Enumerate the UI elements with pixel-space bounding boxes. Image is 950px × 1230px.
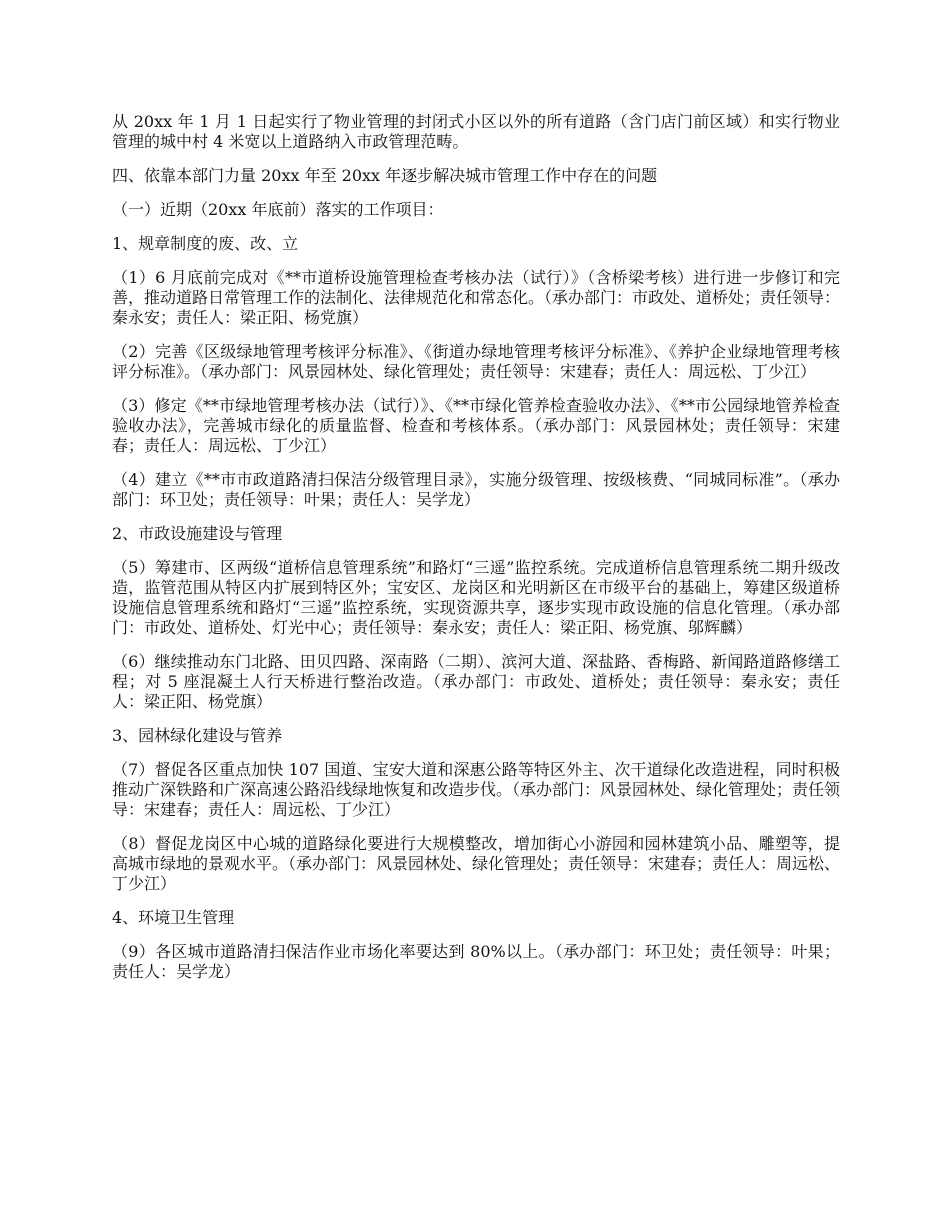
item-heading-municipal-facilities: 2、市政设施建设与管理 bbox=[112, 524, 283, 543]
paragraph-item-8: （8）督促龙岗区中心城的道路绿化要进行大规模整改，增加街心小游园和园林建筑小品、雕塑等，提高城市绿地的景观水平。（承办部门：风景园林处、绿化管理处；责任领导：宋建春；责任人：周远松、丁少江） bbox=[112, 834, 841, 893]
item-heading-landscaping: 3、园林绿化建设与管养 bbox=[112, 726, 283, 745]
subsection-heading-near-term: （一）近期（20xx 年底前）落实的工作项目： bbox=[112, 200, 444, 219]
paragraph-item-3: （3）修定《**市绿地管理考核办法（试行）》、《**市绿化管养检查验收办法》、《**市公园绿地管养检查验收办法》，完善城市绿化的质量监督、检查和考核体系。（承办部门：风景园林处；责任领导：宋建春；责任人：周远松、丁少江） bbox=[112, 396, 840, 455]
paragraph-item-7: （7）督促各区重点加快 107 国道、宝安大道和深惠公路等特区外主、次干道绿化改造进程，同时积极推动广深铁路和广深高速公路沿线绿地恢复和改造步伐。（承办部门：风景园林处、绿化管理处；责任领导：宋建春；责任人：周远松、丁少江） bbox=[112, 760, 841, 819]
paragraph-item-4: （4）建立《**市市政道路清扫保洁分级管理目录》，实施分级管理、按级核费、“同城同标准”。（承办部门：环卫处；责任领导：叶果；责任人：吴学龙） bbox=[112, 470, 840, 509]
item-heading-sanitation: 4、环境卫生管理 bbox=[112, 908, 235, 927]
document-body bbox=[112, 112, 840, 996]
section-heading-four: 四、依靠本部门力量 20xx 年至 20xx 年逐步解决城市管理工作中存在的问题 bbox=[112, 166, 658, 185]
paragraph-item-5: （5）筹建市、区两级“道桥信息管理系统”和路灯“三遥”监控系统。完成道桥信息管理系统二期升级改造，监管范围从特区内扩展到特区外；宝安区、龙岗区和光明新区在市级平台的基础上，筹建区级道桥设施信息管理系统和路灯“三遥”监控系统，实现资源共享，逐步实现市政设施的信息化管理。（承办部门：市政处、道桥处、灯光中心；责任领导：秦永安；责任人：梁正阳、杨党旗、邬辉麟） bbox=[112, 558, 840, 637]
paragraph-item-6: （6）继续推动东门北路、田贝四路、深南路（二期）、滨河大道、深盐路、香梅路、新闻路道路修缮工程；对 5 座混凝土人行天桥进行整治改造。（承办部门：市政处、道桥处；责任领导：秦永安；责任人：梁正阳、杨党旗） bbox=[112, 652, 840, 711]
paragraph-item-1: （1）6 月底前完成对《**市道桥设施管理检查考核办法（试行）》（含桥梁考核）进行进一步修订和完善，推动道路日常管理工作的法制化、法律规范化和常态化。（承办部门：市政处、道桥处；责任领导：秦永安；责任人：梁正阳、杨党旗） bbox=[112, 268, 841, 327]
paragraph-item-9: （9）各区城市道路清扫保洁作业市场化率要达到 80%以上。（承办部门：环卫处；责任领导：叶果；责任人：吴学龙） bbox=[112, 942, 840, 981]
paragraph-road-scope: 从 20xx 年 1 月 1 日起实行了物业管理的封闭式小区以外的所有道路（含门店门前区域）和实行物业管理的城中村 4 米宽以上道路纳入市政管理范畴。 bbox=[112, 112, 840, 151]
paragraph-item-2: （2）完善《区级绿地管理考核评分标准》、《街道办绿地管理考核评分标准》、《养护企业绿地管理考核评分标准》。（承办部门：风景园林处、绿化管理处；责任领导：宋建春；责任人：周远松、丁少江） bbox=[112, 342, 840, 381]
item-heading-regulations: 1、规章制度的废、改、立 bbox=[112, 234, 299, 253]
